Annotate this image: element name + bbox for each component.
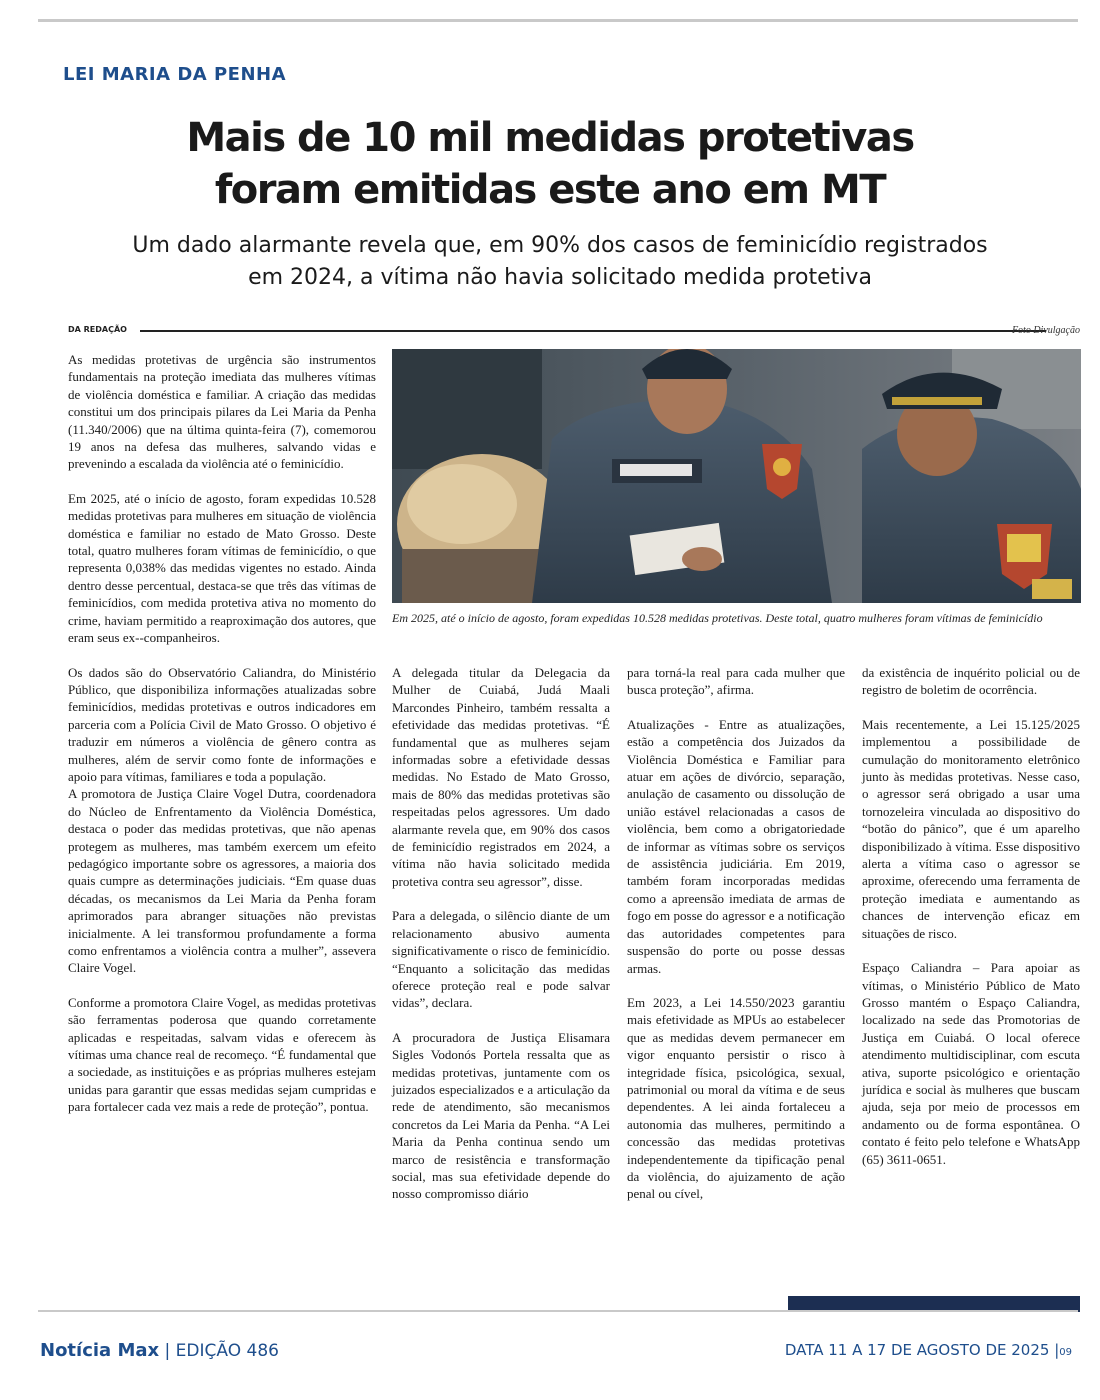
headline-line-1: Mais de 10 mil medidas protetivas bbox=[186, 115, 914, 161]
article-photo bbox=[392, 349, 1081, 603]
subheadline bbox=[40, 230, 1080, 294]
paragraph: Em 2025, até o início de agosto, foram expedidas 10.528 medidas protetivas para mulheres em situação de violência doméstica e familiar no estado de Mato Grosso. Deste total, quatro mulheres foram vítimas de feminicídio, o que representa 0,038% das medidas vigentes no estado. Ainda dentro desse percentual, destaca-se que três das vítimas de feminicídios, com medida protetiva ativa no momento do crime, haviam permitido a reaproximação dos autores, que eram seus ex--companheiros. bbox=[68, 490, 376, 646]
byline: DA REDAÇÃO bbox=[68, 325, 127, 334]
paragraph: A promotora de Justiça Claire Vogel Dutra, coordenadora do Núcleo de Enfrentamento da Violência Doméstica, destaca o poder das medidas protetivas, que não apenas protegem as mulheres, mas também exercem um efeito pedagógico importante sobre os agressores, a maioria dos quais cumpre as determinações judiciais. “Em quase duas décadas, os mecanismos da Lei Maria da Penha foram aprimorados para abranger situações não previstas inicialmente. A lei transformou profundamente a forma como enfrentamos a violência contra a mulher”, assevera Claire Vogel. bbox=[68, 786, 376, 976]
section-label: LEI MARIA DA PENHA bbox=[63, 64, 287, 85]
paragraph: A delegada titular da Delegacia da Mulher de Cuiabá, Judá Maali Marcondes Pinheiro, também ressalta a efetividade das medidas protetivas. “É fundamental que as mulheres sejam informadas sobre a efetividade dessas medidas. No Estado de Mato Grosso, mais de 80% das medidas protetivas são respeitadas pelos agressores. Um dado alarmante revela que, em 90% dos casos de feminicídio registrados em 2024, a vítima não havia solicitado medida protetiva contra seu agressor”, disse. bbox=[392, 665, 610, 889]
article-column-1 bbox=[68, 351, 376, 1133]
edition-number: | EDIÇÃO 486 bbox=[164, 1341, 279, 1361]
paragraph: Espaço Caliandra – Para apoiar as vítimas, o Ministério Público de Mato Grosso mantém o Espaço Caliandra, localizado na sede das Promotorias de Justiça em Cuiabá. O local oferece atendimento multidisciplinar, com escuta ativa, suporte psicológico e orientação jurídica e social às mulheres que buscam ajuda, seja por meio de processos em andamento ou de forma espontânea. O contato é feito pelo telefone e WhatsApp (65) 3611-0651. bbox=[862, 960, 1080, 1167]
photo-caption: Em 2025, até o início de agosto, foram expedidas 10.528 medidas protetivas. Deste total, quatro mulheres foram vítimas de feminicídio bbox=[392, 611, 1043, 625]
footer-publication bbox=[40, 1340, 279, 1361]
subheadline-line-1: Um dado alarmante revela que, em 90% dos casos de feminicídio registrados bbox=[132, 233, 988, 258]
byline-rule bbox=[140, 330, 1046, 332]
paragraph: Para a delegada, o silêncio diante de um relacionamento abusivo aumenta significativamente o risco de feminicídio. “Enquanto a solicitação das medidas oferece proteção real e pode salvar vidas”, declara. bbox=[392, 908, 610, 1011]
subheadline-line-2: em 2024, a vítima não havia solicitado medida protetiva bbox=[248, 265, 872, 290]
publication-name: Notícia Max bbox=[40, 1340, 160, 1361]
paragraph: Atualizações - Entre as atualizações, estão a competência dos Juizados da Violência Doméstica e Familiar para atuar em ações de divórcio, separação, anulação de casamento ou dissolução de união estável relacionadas a casos de violência, bem como a obrigatoriedade de informar as vítimas sobre os serviços de assistência judiciária. Em 2019, também foram incorporadas medidas como a apreensão imediata de armas de fogo em posse do agressor e a notificação das autoridades competentes para suspensão do porte ou posse dessas armas. bbox=[627, 716, 845, 976]
paragraph: A procuradora de Justiça Elisamara Sigles Vodonós Portela ressalta que as medidas protetivas, juntamente com os juizados especializados e a articulação da rede de atendimento, são mecanismos concretos da Lei Maria da Penha. “A Lei Maria da Penha continua sendo um marco de resistência e transformação social, mas sua efetividade depende do nosso compromisso diário bbox=[392, 1029, 610, 1202]
page-number: 09 bbox=[1059, 1347, 1072, 1358]
photo-credit: Foto Divulgação bbox=[1011, 325, 1080, 336]
headline-line-2: foram emitidas este ano em MT bbox=[214, 167, 886, 213]
paragraph: Conforme a promotora Claire Vogel, as medidas protetivas são ferramentas poderosa que quando corretamente aplicadas e respeitadas, salvam vidas e oferecem às vítimas uma chance real de recomeço. “É fundamental que a sociedade, as instituições e as próprias mulheres estejam unidas para garantir que essas medidas sejam cumpridas e para fortalecer cada vez mais a rede de proteção”, pontua. bbox=[68, 994, 376, 1115]
issue-date: DATA 11 A 17 DE AGOSTO DE 2025 bbox=[784, 1341, 1050, 1359]
bottom-rule bbox=[38, 1310, 1078, 1312]
article-column-2 bbox=[392, 664, 610, 1220]
top-rule bbox=[38, 19, 1078, 22]
paragraph: Os dados são do Observatório Caliandra, do Ministério Público, que disponibiliza informações atualizadas sobre feminicídios, medidas protetivas e outros indicadores em parceria com a Polícia Civil de Mato Grosso. O objetivo é traduzir em números a violência de gênero contra as mulheres, além de servir como fonte de informações e apoio para vítimas, familiares e toda a população. bbox=[68, 664, 376, 784]
headline bbox=[40, 112, 1060, 216]
byline-row bbox=[68, 325, 1080, 339]
footer-separator: | bbox=[1049, 1341, 1060, 1359]
paragraph: da existência de inquérito policial ou de registro de boletim de ocorrência. bbox=[862, 665, 1080, 698]
paragraph: Mais recentemente, a Lei 15.125/2025 implementou a possibilidade de cumulação do monitoramento eletrônico junto às medidas protetivas. Nesse caso, o agressor será obrigado a usar uma tornozeleira vinculada ao dispositivo do “botão do pânico”, que é um aparelho disponibilizado à vítima. Esse dispositivo alerta a vítima caso o agressor se aproxime, oferecendo uma ferramenta de proteção imediata e aumentando as chances de intervenção eficaz em situações de risco. bbox=[862, 716, 1080, 941]
footer-date-page bbox=[785, 1341, 1072, 1359]
paragraph: para torná-la real para cada mulher que busca proteção”, afirma. bbox=[627, 665, 845, 698]
article-column-3 bbox=[627, 664, 845, 1220]
paragraph: Em 2023, a Lei 14.550/2023 garantiu mais efetividade as MPUs ao estabelecer que as medidas devem permanecer em vigor enquanto persistir o risco à integridade física, psicológica, sexual, patrimonial ou moral da vítima e de seus dependentes. A lei ainda fortaleceu a autonomia das mulheres, permitindo a concessão das medidas protetivas independentemente da tipificação penal da violência, do ajuizamento de ação penal ou cível, bbox=[627, 994, 845, 1202]
paragraph: As medidas protetivas de urgência são instrumentos fundamentais na proteção imediata das mulheres vítimas de violência doméstica e familiar. A criação das medidas constitui um dos principais pilares da Lei Maria da Penha (11.340/2006) que na última quinta-feira (7), comemorou 19 anos na defesa das mulheres, salvando vidas e prevenindo a escalada da violência até o feminicídio. bbox=[68, 352, 376, 472]
article-column-4 bbox=[862, 664, 1080, 1185]
